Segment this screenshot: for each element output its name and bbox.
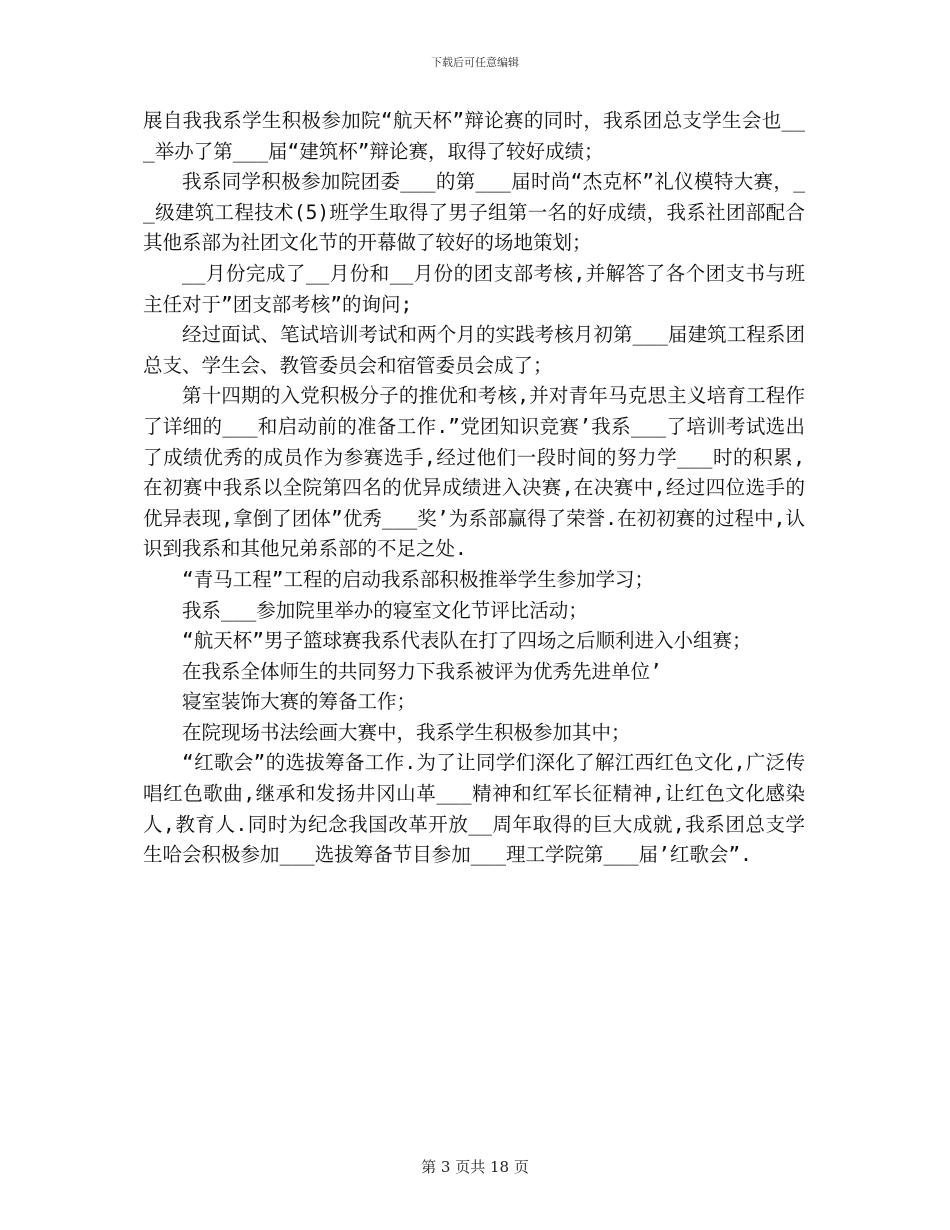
paragraph: 在院现场书法绘画大赛中，我系学生积极参加其中； xyxy=(182,720,631,744)
paragraph: 展自我我系学生积极参加院“航天杯”辩论赛的同时，我系团总支学生会也___举办了第___届“建筑杯”辩论赛，取得了较好成绩； xyxy=(143,109,805,163)
document-body xyxy=(143,106,805,871)
paragraph: “航天杯”男子篮球赛我系代表队在打了四场之后顺利进入小组赛； xyxy=(182,629,752,653)
paragraph: 在我系全体师生的共同努力下我系被评为优秀先进单位’ xyxy=(182,659,662,683)
paragraph: 第十四期的入党积极分子的推优和考核,并对青年马克思主义培育工程作了详细的___和启动前的准备工作.”党团知识竞赛’我系___了培训考试选出了成绩优秀的成员作为参赛选手,经过他们一段时间的努力学___时的积累,在初赛中我系以全院第四名的优异成绩进入决赛,在决赛中,经过四位选手的优异表现,拿倒了团体”优秀___奖’为系部赢得了荣誉.在初初赛的过程中,认识到我系和其他兄弟系部的不足之处. xyxy=(143,384,805,561)
paragraph: 我系同学积极参加院团委___的第___届时尚“杰克杯”礼仪模特大赛，__级建筑工程技术(5)班学生取得了男子组第一名的好成绩，我系社团部配合其他系部为社团文化节的开幕做了较好的场地策划； xyxy=(143,170,805,255)
page-footer: 第 3 页共 18 页 xyxy=(421,1158,529,1176)
paragraph: “红歌会”的选拔筹备工作.为了让同学们深化了解江西红色文化,广泛传唱红色歌曲,继承和发扬井冈山革___精神和红军长征精神,让红色文化感染人,教育人.同时为纪念我国改革开放__周年取得的巨大成就,我系团总支学生哈会积极参加___选拔筹备节目参加___理工学院第___届’红歌会”. xyxy=(143,751,805,867)
paragraph: 寝室装饰大赛的筹备工作； xyxy=(182,690,417,714)
paragraph: “青马工程”工程的启动我系部积极推举学生参加学习； xyxy=(182,567,654,591)
paragraph: __月份完成了__月份和__月份的团支部考核,并解答了各个团支书与班主任对于”团支部考核”的询问; xyxy=(143,261,805,316)
paragraph: 我系___参加院里举办的寝室文化节评比活动； xyxy=(182,598,588,622)
page-header: 下载后可任意编辑 xyxy=(431,56,519,69)
paragraph: 经过面试、笔试培训考试和两个月的实践考核月初第___届建筑工程系团总支、学生会、教管委员会和宿管委员会成了； xyxy=(143,323,805,377)
